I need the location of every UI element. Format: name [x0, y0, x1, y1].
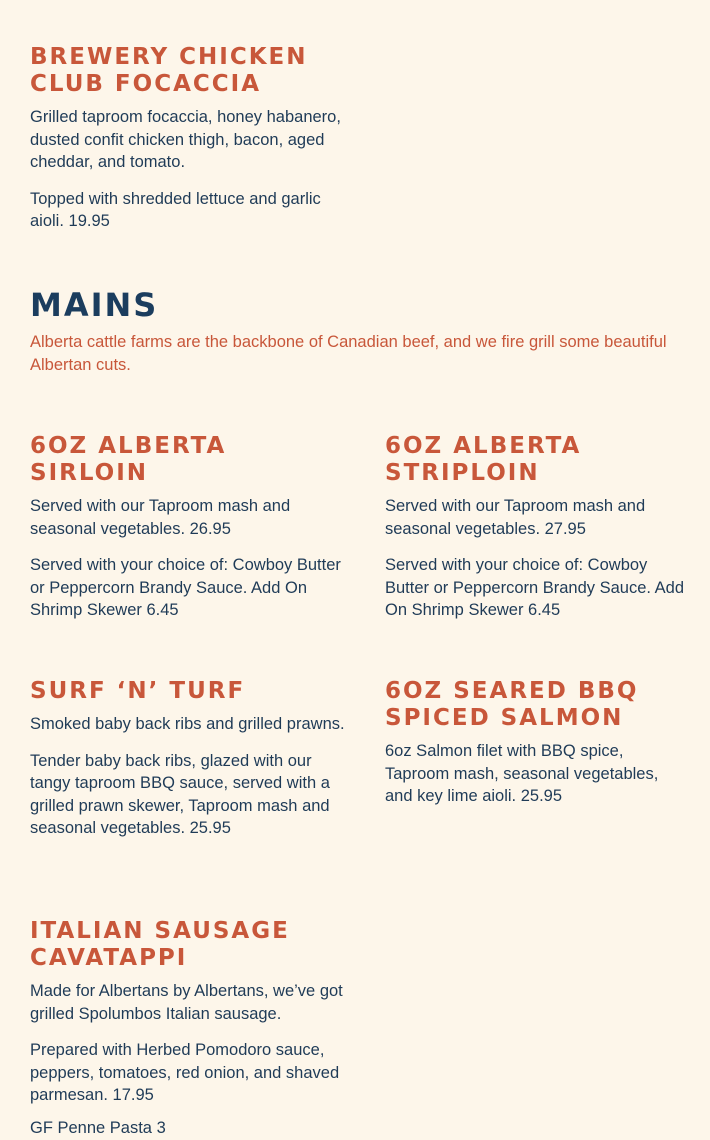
menu-item-title: ITALIAN SAUSAGE CAVATAPPI	[30, 918, 290, 971]
menu-item-description: Smoked baby back ribs and grilled prawns.	[30, 715, 345, 733]
menu-item-description: Made for Albertans by Albertans, we’ve got grilled Spolumbos Italian sausage.	[30, 982, 343, 1023]
menu-item-description: Served with your choice of: Cowboy Butter or Peppercorn Brandy Sauce. Add On Shrimp Skewer 6.45	[30, 556, 341, 619]
menu-item-title: BREWERY CHICKEN CLUB FOCACCIA	[30, 44, 308, 97]
section-intro-mains: Alberta cattle farms are the backbone of Canadian beef, and we fire grill some beautiful Albertan cuts.	[30, 333, 667, 374]
menu-item-sirloin	[30, 433, 345, 622]
menu-item-description: Served with our Taproom mash and seasonal vegetables. 26.95	[30, 497, 291, 538]
menu-item-title: 6OZ ALBERTA SIRLOIN	[30, 433, 227, 486]
menu-item-club-focaccia	[30, 44, 345, 233]
menu-item-title: SURF ‘N’ TURF	[30, 678, 246, 704]
menu-item-description: Served with your choice of: Cowboy Butter or Peppercorn Brandy Sauce. Add On Shrimp Skewer 6.45	[385, 556, 685, 619]
menu-item-description: Prepared with Herbed Pomodoro sauce, peppers, tomatoes, red onion, and shaved parmesan. 17.95	[30, 1041, 340, 1104]
menu-item-description: Served with our Taproom mash and seasonal vegetables. 27.95	[385, 497, 646, 538]
menu-item-title: 6OZ ALBERTA STRIPLOIN	[385, 433, 582, 486]
menu-item-description: Tender baby back ribs, glazed with our tangy taproom BBQ sauce, served with a grilled prawn skewer, Taproom mash and seasonal vegetables. 25.95	[30, 751, 330, 837]
menu-item-cavatappi	[30, 918, 345, 1107]
menu-item-title: 6OZ SEARED BBQ SPICED SALMON	[385, 678, 639, 731]
menu-item-description: Topped with shredded lettuce and garlic aioli. 19.95	[30, 189, 321, 230]
section-title-mains: MAINS	[30, 286, 159, 324]
menu-item-striploin	[385, 433, 685, 622]
menu-item-description: Grilled taproom focaccia, honey habanero, dusted confit chicken thigh, bacon, aged cheddar, and tomato.	[30, 108, 341, 171]
menu-item-description: 6oz Salmon filet with BBQ spice, Taproom mash, seasonal vegetables, and key lime aioli. 25.95	[385, 742, 659, 805]
menu-item-salmon	[385, 678, 685, 808]
menu-item-surf-turf	[30, 678, 345, 840]
menu-item-addon-note: GF Penne Pasta 3	[30, 1119, 166, 1137]
